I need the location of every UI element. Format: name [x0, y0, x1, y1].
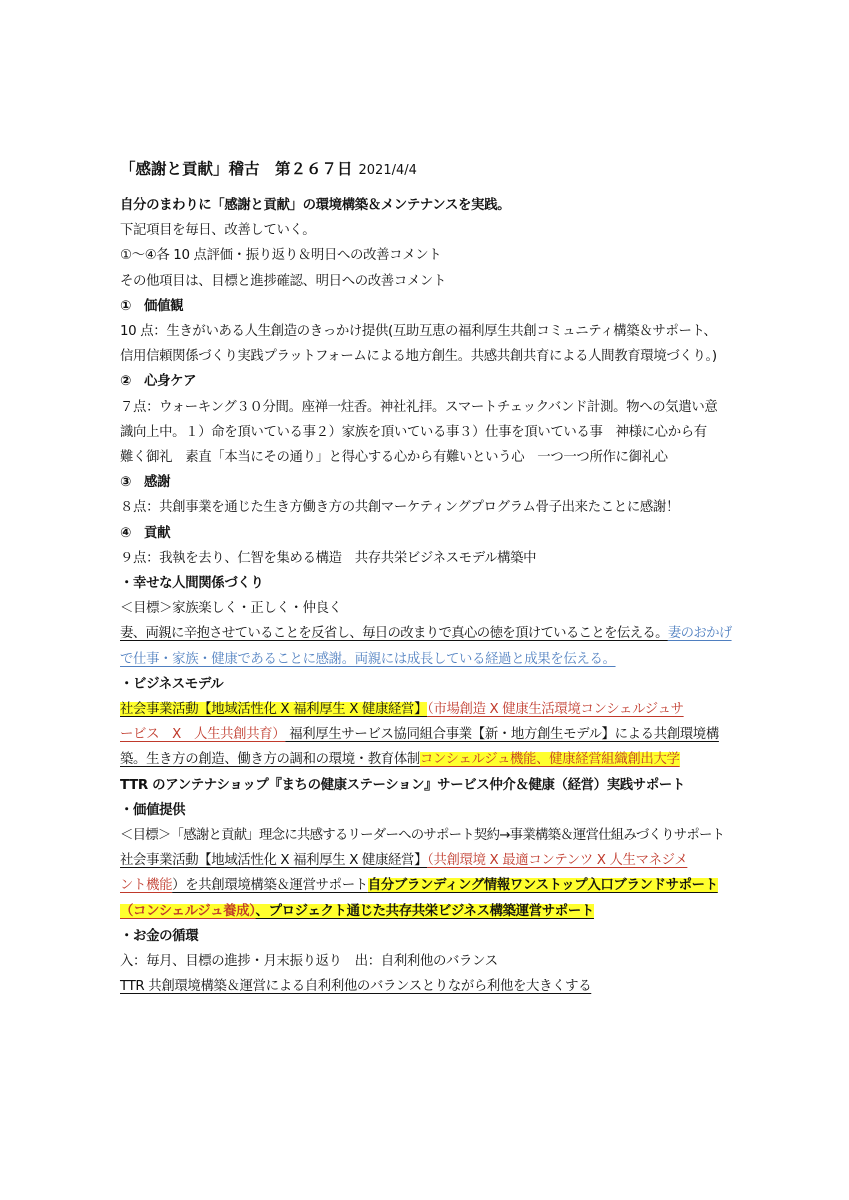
section-heading-money: ・お金の循環 [120, 928, 199, 944]
business-text-1b: （市場創造 X 健康生活環境コンシェルジュサ [427, 702, 684, 718]
section-heading-care: ② 心身ケア [120, 374, 197, 390]
intro-line-4: その他項目は、目標と進捗確認、明日への改善コメント [120, 273, 447, 289]
money-line-2 [120, 974, 732, 999]
value-offer-text-3a: ント機能 [120, 878, 173, 894]
intro-line-3: ①～④各 10 点評価・振り返り＆明日への改善コメント [120, 248, 442, 264]
care-line-2: 識向上中。１）命を頂いている事２）家族を頂いている事３）仕事を頂いている事 神様に心から有 [120, 424, 707, 440]
business-text-3a: 築。生き方の創造、働き方の調和の環境・教育体制 [120, 752, 420, 768]
contribution-line-1: ９点：我執を去り、仁智を集める構造 共存共栄ビジネスモデル構築中 [120, 550, 537, 566]
section-heading-value-offer: ・価値提供 [120, 802, 186, 818]
title-date: 2021/4/4 [358, 163, 417, 178]
care-line-1: ７点：ウォーキング３０分間。座禅一炷香。神社礼拝。スマートチェックバンド計測。物への気遣い意 [120, 399, 718, 415]
relations-line-2 [120, 647, 732, 672]
value-offer-line-3 [120, 873, 732, 898]
business-text-1a: 社会事業活動【地域活性化 X 福利厚生 X 健康経営】 [120, 702, 428, 718]
gratitude-line-1: ８点：共創事業を通じた生き方働き方の共創マーケティングプログラム骨子出来たことに感謝！ [120, 500, 680, 516]
business-text-2b: 福利厚生サービス協同組合事業【新・地方創生モデル】による共創環境構 [285, 727, 719, 743]
section-heading-values: ① 価値観 [120, 298, 184, 314]
intro-line-1: 自分のまわりに「感謝と貢献」の環境構築＆メンテナンスを実践。 [120, 198, 511, 213]
value-offer-text-4a: （コンシェルジュ養成） [120, 903, 256, 919]
business-line-2 [120, 722, 732, 747]
value-offer-text-4b: 、プロジェクト通じた共存共栄ビジネス構築運営サポート [255, 903, 594, 919]
business-line-3 [120, 747, 732, 772]
values-line-2: 信用信頼関係づくり実践プラットフォームによる地方創生。共感共創共育による人間教育環境づくり。) [120, 349, 717, 365]
money-line-1: 入：毎月、目標の進捗・月末振り返り 出：自利利他のバランス [120, 954, 498, 970]
values-line-1: 10 点：生きがいある人生創造のきっかけ提供(互助互恵の福利厚生共創コミュニティ構築＆サポート、 [120, 324, 717, 340]
business-line-4: TTR のアンテナショップ『まちの健康ステーション』サービス仲介＆健康（経営）実践サポート [120, 777, 685, 793]
value-offer-text-3b: ）を共創環境構築＆運営サポート [172, 878, 368, 894]
relations-line-1 [120, 621, 732, 646]
document-body [120, 155, 732, 1000]
relations-goal: ＜目標＞家族楽しく・正しく・仲良く [120, 601, 342, 617]
business-text-2a: ービス X 人生共創共育） [120, 727, 286, 743]
relations-text-2a: 妻のおかげ [667, 626, 732, 642]
value-offer-goal: ＜目標＞「感謝と貢献」理念に共感するリーダーへのサポート契約→事業構築＆運営仕組みづくりサポート [120, 828, 725, 844]
business-line-1 [120, 697, 732, 722]
business-text-3b: コンシェルジュ機能、健康経営組織創出大学 [419, 752, 680, 768]
page-title [120, 155, 732, 185]
section-heading-business: ・ビジネスモデル [120, 676, 224, 692]
value-offer-line-2 [120, 848, 732, 873]
intro-line-2: 下記項目を毎日、改善していく。 [120, 223, 316, 239]
value-offer-text-3c: 自分ブランディング情報ワンストップ入口ブランドサポート [367, 878, 718, 894]
money-text-2: TTR 共創環境構築＆運営による自利利他のバランスとりながら利他を大きくする [120, 979, 592, 995]
value-offer-text-2a: 社会事業活動【地域活性化 X 福利厚生 X 健康経営】 [120, 853, 428, 869]
section-heading-contribution: ④ 貢献 [120, 525, 171, 541]
section-heading-gratitude: ③ 感謝 [120, 475, 171, 491]
value-offer-line-4 [120, 899, 732, 924]
care-line-3: 難く御礼 素直「本当にその通り」と得心する心から有難いという心 一つ一つ所作に御礼心 [120, 450, 668, 466]
relations-text-2b: で仕事・家族・健康であることに感謝。両親には成長している経過と成果を伝える。 [120, 651, 616, 667]
title-main: 「感謝と貢献」稽古 第２６７日 [120, 160, 353, 178]
relations-text-1: 妻、両親に辛抱させていることを反省し、毎日の改まりで真心の徳を頂けていることを伝える。 [120, 626, 668, 642]
section-heading-relations: ・幸せな人間関係づくり [120, 576, 264, 592]
value-offer-text-2b: （共創環境 X 最適コンテンツ X 人生マネジメ [427, 853, 688, 869]
